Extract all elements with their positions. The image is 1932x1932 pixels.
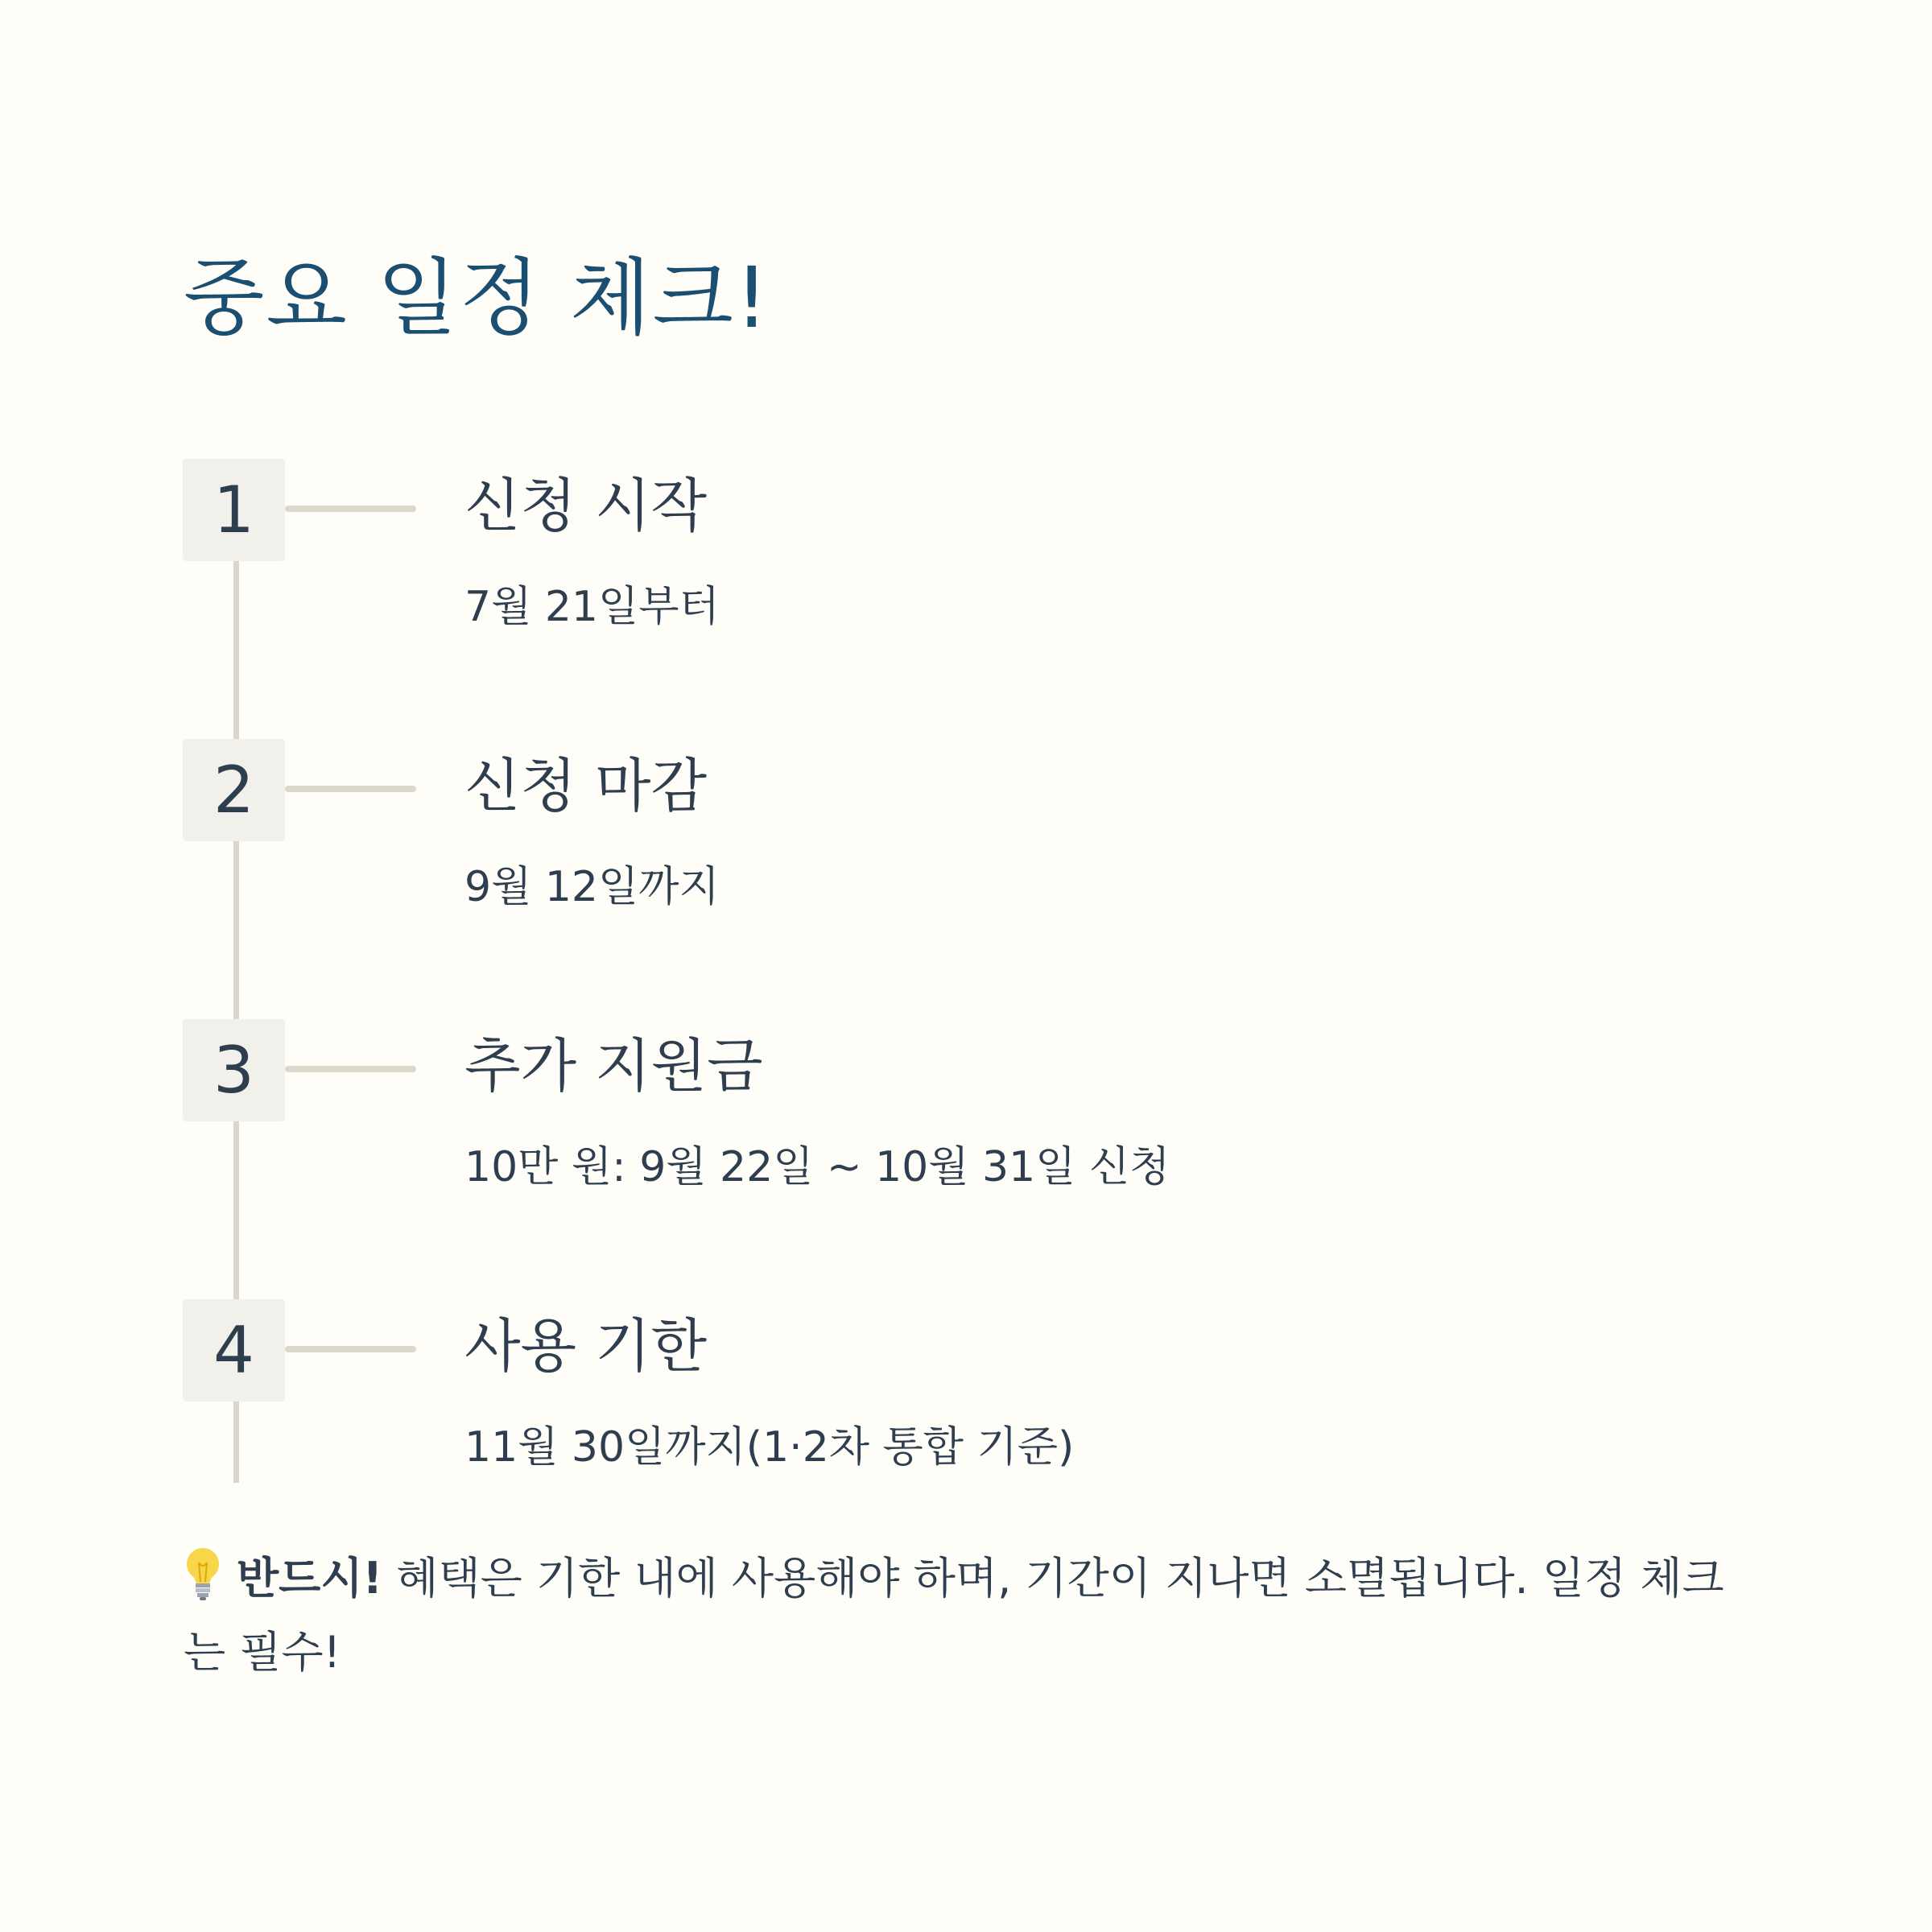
lightbulb-icon <box>184 1546 222 1601</box>
step-number-badge: 4 <box>183 1299 285 1402</box>
timeline-step-2 <box>183 739 1712 932</box>
step-connector-line <box>285 786 416 792</box>
step-connector-line <box>285 506 416 512</box>
step-connector-line <box>285 1066 416 1072</box>
step-title: 신청 시작 <box>464 472 708 539</box>
timeline-step-1 <box>183 459 1712 652</box>
notice-emphasis: 반드시! <box>237 1553 383 1604</box>
step-number-badge: 2 <box>183 739 285 841</box>
step-title: 추가 지원금 <box>464 1032 763 1100</box>
notice-text <box>184 1542 1761 1690</box>
page-title: 중요 일정 체크! <box>184 249 770 347</box>
timeline-step-3 <box>183 1019 1712 1212</box>
step-description: 9월 12일까지 <box>464 863 720 911</box>
step-title: 사용 기한 <box>464 1312 708 1380</box>
step-number-badge: 3 <box>183 1019 285 1121</box>
step-description: 10만 원: 9월 22일 ~ 10월 31일 신청 <box>464 1143 1170 1191</box>
notice-message: 혜택은 기한 내에 사용해야 하며, 기간이 지나면 소멸됩니다. 일정 체크는 필수! <box>184 1553 1724 1678</box>
step-title: 신청 마감 <box>464 752 708 819</box>
step-description: 11월 30일까지(1·2차 통합 기준) <box>464 1423 1075 1472</box>
timeline-step-4 <box>183 1299 1712 1492</box>
step-number-badge: 1 <box>183 459 285 561</box>
step-description: 7월 21일부터 <box>464 583 720 631</box>
step-connector-line <box>285 1346 416 1352</box>
